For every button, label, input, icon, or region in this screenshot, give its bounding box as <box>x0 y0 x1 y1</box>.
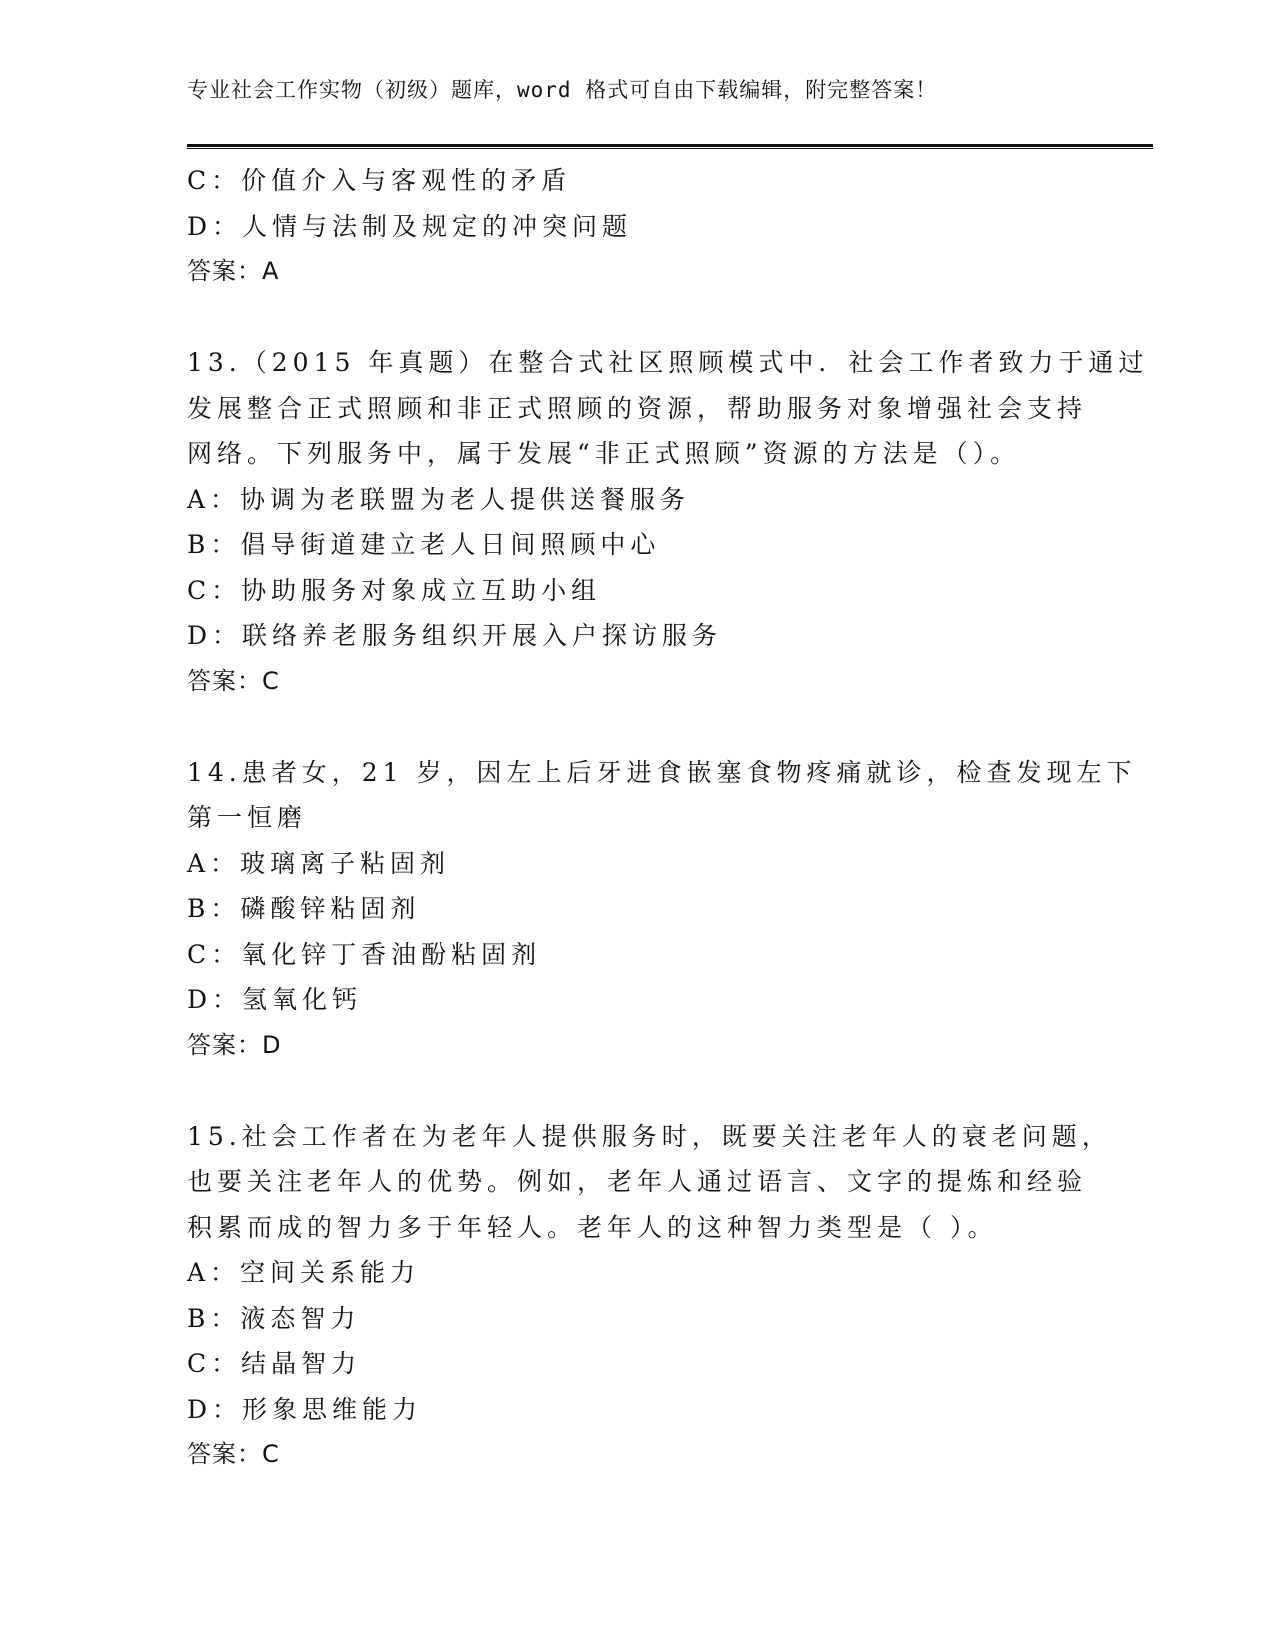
answer-line: 答案：D <box>187 1030 282 1059</box>
option-d: D：氢氧化钙 <box>187 985 363 1014</box>
option-d: D：人情与法制及规定的冲突问题 <box>187 211 633 241</box>
answer-line: 答案：A <box>187 257 280 285</box>
question-item <box>187 750 1137 1069</box>
option-d: D：形象思维能力 <box>187 1394 423 1424</box>
option-c: C：氧化锌丁香油酚粘固剂 <box>187 939 542 969</box>
question-stem: 15.社会工作者在为老年人提供服务时，既要关注老年人的衰老问题， <box>187 1121 1112 1151</box>
question-item <box>187 1114 1112 1478</box>
question-item <box>187 340 1149 704</box>
question-stem: 发展整合正式照顾和非正式照顾的资源，帮助服务对象增强社会支持 <box>187 393 1088 423</box>
question-stem: 14.患者女，21 岁，因左上后牙进食嵌塞食物疼痛就诊，检查发现左下 <box>187 757 1137 787</box>
page-header: 专业社会工作实物（初级）题库，word 格式可自由下载编辑，附完整答案！ <box>187 78 938 102</box>
question-stem: 积累而成的智力多于年轻人。老年人的这种智力类型是（ ）。 <box>187 1212 998 1242</box>
option-a: A：玻璃离子粘固剂 <box>187 848 451 878</box>
option-a: A：协调为老联盟为老人提供送餐服务 <box>187 484 691 514</box>
option-c: C：协助服务对象成立互助小组 <box>187 575 602 605</box>
answer-line: 答案：C <box>187 1440 280 1468</box>
question-stem: 第一恒磨 <box>187 803 308 832</box>
header-divider <box>187 144 1153 149</box>
option-b: B：液态智力 <box>187 1303 361 1333</box>
option-b: B：磷酸锌粘固剂 <box>187 894 421 923</box>
option-a: A：空间关系能力 <box>187 1258 421 1287</box>
question-stem: 也要关注老年人的优势。例如，老年人通过语言、文字的提炼和经验 <box>187 1167 1088 1196</box>
answer-line: 答案：C <box>187 666 280 695</box>
option-b: B：倡导街道建立老人日间照顾中心 <box>187 530 661 559</box>
option-c: C：结晶智力 <box>187 1349 362 1378</box>
option-c: C：价值介入与客观性的矛盾 <box>187 166 572 195</box>
option-d: D：联络养老服务组织开展入户探访服务 <box>187 621 723 650</box>
question-list <box>187 158 1149 1478</box>
question-stem: 13.（2015 年真题）在整合式社区照顾模式中．社会工作者致力于通过 <box>187 348 1149 377</box>
question-stem: 网络。下列服务中，属于发展“非正式照顾”资源的方法是（）。 <box>187 439 1021 468</box>
